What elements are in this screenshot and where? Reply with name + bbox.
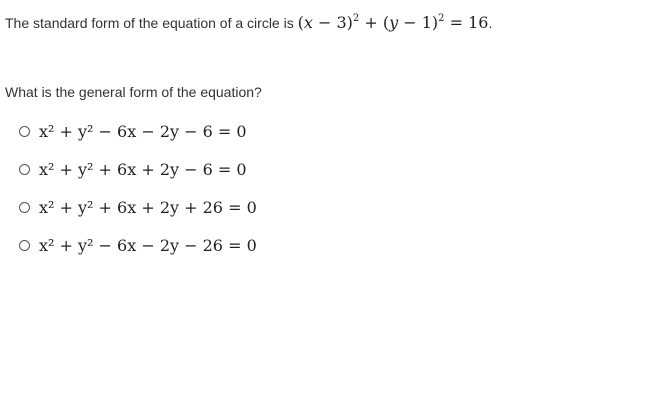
prompt-text: What is the general form of the equation?	[5, 84, 262, 100]
equation-standard-form: $(x - 3)^2 + (y - 1)^2 = 16$	[297, 13, 489, 32]
question-text	[5, 12, 492, 34]
answer-options	[19, 120, 257, 272]
option-label: x² + y² − 6x − 2y − 6 = 0	[39, 121, 247, 141]
option-label: x² + y² + 6x + 2y + 26 = 0	[39, 197, 257, 217]
radio-button-icon[interactable]	[19, 164, 30, 175]
option-2[interactable]	[19, 158, 257, 180]
option-1[interactable]	[19, 120, 257, 142]
option-label: x² + y² + 6x + 2y − 6 = 0	[39, 159, 247, 179]
radio-button-icon[interactable]	[19, 240, 30, 251]
option-label: x² + y² − 6x − 2y − 26 = 0	[39, 235, 257, 255]
option-4[interactable]	[19, 234, 257, 256]
question-period: .	[488, 15, 493, 31]
option-3[interactable]	[19, 196, 257, 218]
radio-button-icon[interactable]	[19, 126, 30, 137]
radio-button-icon[interactable]	[19, 202, 30, 213]
question-lead: The standard form of the equation of a circle is	[5, 15, 298, 31]
